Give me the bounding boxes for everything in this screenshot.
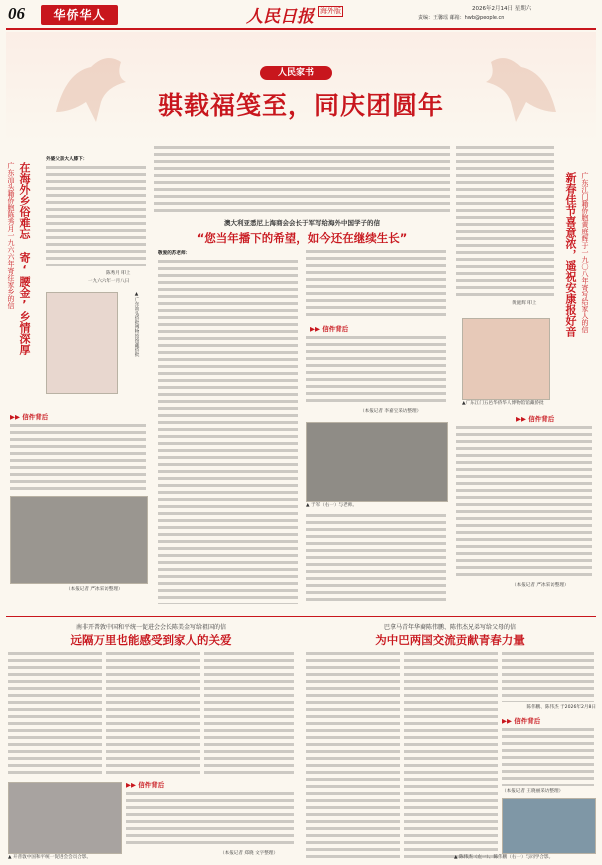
right-article-subtitle: 广东江门籍侨胞黄庭辉于一九〇八年寄写给家人的信 xyxy=(581,172,589,333)
bottom-right-byline: （本报记者 王晓丽采访整理） xyxy=(502,789,564,794)
page-header xyxy=(0,0,602,34)
bottom-right-background-body xyxy=(502,728,594,786)
section-tab xyxy=(41,5,118,25)
bottom-left-byline: （本报记者 郑晓 文字整理） xyxy=(220,851,279,856)
bottom-left-article xyxy=(6,618,296,864)
right-letter-body xyxy=(456,146,554,296)
horse-illustration-right xyxy=(476,42,566,132)
right-article-title: 新春佳节喜意浓，遥祝安康报好音 xyxy=(564,172,577,337)
column-label xyxy=(260,66,332,80)
center-article xyxy=(154,214,450,614)
center-photo-caption: ▲ 于军（右一）与老师。 xyxy=(306,503,357,508)
center-byline: （本报记者 李嘉宝采访整理） xyxy=(360,409,422,414)
bottom-right-photo-caption: ▲ 陈伟杰（左一）、陈伟鹏（右一）与同学合影。 xyxy=(454,855,554,860)
right-background-tag: ▶▶ 信件背后 xyxy=(516,415,555,423)
left-article-title: 在海外乡俗难忘 寄‘腰金’乡情深厚 xyxy=(18,162,31,355)
left-date: 一九六六年一月八日 xyxy=(88,279,130,284)
center-kicker: 澳大利亚悉尼上海商会会长于军写给海外中国学子的信 xyxy=(224,219,380,227)
bottom-left-kicker: 南非开普敦中国和平统一促进会会长陈美金写给祖国的信 xyxy=(75,624,226,631)
bottom-right-signature: 陈伟鹏、陈伟杰 于2026年2月8日 xyxy=(526,705,596,710)
horse-illustration-left xyxy=(46,42,136,132)
bottom-left-title: 远隔万里也能感受到家人的关爱 xyxy=(70,633,232,647)
masthead: 人民日报 xyxy=(246,7,314,26)
center-top-text xyxy=(154,146,450,212)
bottom-right-kicker: 巴拿马青年华裔陈伟鹏、陈伟杰兄弟写给父母的信 xyxy=(383,624,516,631)
bottom-left-photo xyxy=(8,782,122,854)
bottom-left-body-col2 xyxy=(106,652,200,776)
bottom-right-title: 为中巴两国交流贡献青春力量 xyxy=(375,633,525,647)
left-letter-body xyxy=(46,166,146,266)
left-article-subtitle: 广东汕头籍侨胞陈秀月一九六六年寄往家乡的信 xyxy=(7,162,15,309)
right-byline: （本报记者 严冰采访整理） xyxy=(512,583,569,588)
center-background-tag: ▶▶ 信件背后 xyxy=(310,325,349,333)
masthead-sub: 海外版 xyxy=(320,7,341,15)
bottom-left-photo-caption: ▲ 开普敦中国和平统一促进会会员合影。 xyxy=(8,855,92,860)
center-background-body xyxy=(306,336,446,404)
center-salutation: 敬爱的苏老师： xyxy=(158,251,191,256)
column-label-text: 人民家书 xyxy=(277,68,314,78)
section-title: 华侨华人 xyxy=(53,8,106,22)
bottom-right-article xyxy=(304,618,596,864)
bottom-right-body-col2 xyxy=(404,652,498,860)
center-title: “您当年播下的希望，如今还在继续生长” xyxy=(196,231,408,245)
center-closing-text xyxy=(306,514,446,604)
right-letter-photo xyxy=(462,318,550,400)
center-photo xyxy=(306,422,448,502)
bottom-left-background-tag: ▶▶ 信件背后 xyxy=(126,781,165,789)
left-family-photo xyxy=(10,496,148,584)
bottom-right-background-tag: ▶▶ 信件背后 xyxy=(502,717,541,725)
left-byline: （本报记者 严冰采访整理） xyxy=(66,587,123,592)
left-photo-caption: ▲广东汕头侨批博物馆馆藏侨批 xyxy=(134,292,139,357)
left-letter-photo xyxy=(46,292,118,394)
right-article xyxy=(456,142,596,612)
left-article xyxy=(6,142,146,612)
center-letter-body-col2 xyxy=(306,250,446,320)
left-salutation: 外婆父亲大人膝下： xyxy=(46,157,88,162)
left-background-body xyxy=(10,424,146,490)
issue-date: 2026年2月14日 星期六 xyxy=(472,6,532,12)
right-background-body xyxy=(456,426,592,576)
bottom-left-body-col3 xyxy=(204,652,294,776)
bottom-right-photo xyxy=(502,798,596,854)
section-divider xyxy=(6,616,596,617)
bottom-left-background-body xyxy=(126,792,294,848)
left-background-tag: ▶▶ 信件背后 xyxy=(10,413,49,421)
header-rule xyxy=(6,28,596,30)
bottom-right-body-col1 xyxy=(306,652,400,860)
banner xyxy=(6,32,596,142)
page-number: 06 xyxy=(8,4,25,23)
center-letter-body-col1 xyxy=(158,260,298,604)
editor-info: 责编：王馨瑶 邮箱：hwb@people.cn xyxy=(418,15,505,21)
bottom-right-body-col3 xyxy=(502,652,594,702)
right-signature: 黄庭辉 叩上 xyxy=(512,301,537,306)
right-photo-caption: ▲广东江门五邑华侨华人博物馆馆藏侨批 xyxy=(462,401,544,406)
bottom-left-body-col1 xyxy=(8,652,102,776)
main-headline: 骐载福笺至，同庆团圆年 xyxy=(157,91,444,120)
left-signature: 陈秀月 叩上 xyxy=(106,271,131,276)
